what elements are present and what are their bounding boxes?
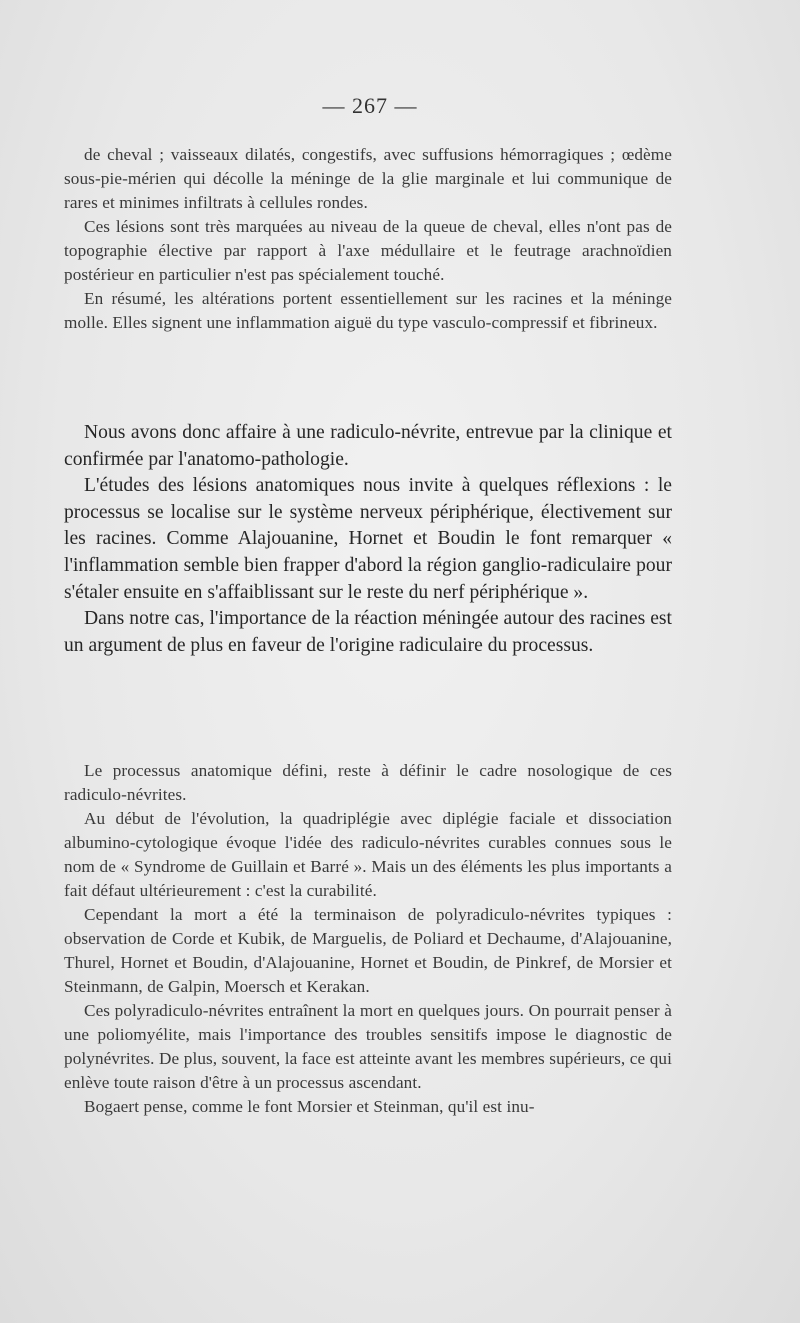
paragraph: L'études des lésions anatomiques nous invite à quelques réflexions : le processus se localise sur le système nerveux périphérique, électivement sur les racines. Comme Alajouanine, Hornet et Boudin le font remarquer « l'inflammation semble bien frapper d'abord la région ganglio-radiculaire pour s'étaler ensuite en s'affaiblissant sur le reste du nerf périphérique ». bbox=[64, 475, 672, 603]
paragraph: Dans notre cas, l'importance de la réaction méningée autour des racines est un argument de plus en faveur de l'origine radiculaire du processus. bbox=[64, 608, 672, 656]
page-number: — 267 — bbox=[322, 93, 418, 118]
paragraph: Ces lésions sont très marquées au niveau de la queue de cheval, elles n'ont pas de topographie élective par rapport à l'axe médullaire et le feutrage arachnoïdien postérieur en particulier n'est pas spécialement touché. bbox=[64, 217, 672, 284]
paragraph: Bogaert pense, comme le font Morsier et Steinman, qu'il est inu- bbox=[84, 1097, 535, 1116]
section-nosology bbox=[64, 759, 672, 1119]
paragraph: Nous avons donc affaire à une radiculo-névrite, entrevue par la clinique et confirmée par l'anatomo-pathologie. bbox=[64, 422, 672, 470]
paragraph: Cependant la mort a été la terminaison de polyradiculo-névrites typiques : observation de Corde et Kubik, de Marguelis, de Poliard et Dechaume, d'Alajouanine, Thurel, Hornet et Boudin, d'Alajouanine, Hornet et Boudin, de Pinkref, de Morsier et Steinmann, de Galpin, Moersch et Kerakan. bbox=[64, 905, 672, 996]
paragraph: Le processus anatomique défini, reste à définir le cadre nosologique de ces radiculo-névrites. bbox=[64, 761, 672, 804]
paragraph: Ces polyradiculo-névrites entraînent la mort en quelques jours. On pourrait penser à une poliomyélite, mais l'importance des troubles sensitifs impose le diagnostic de polynévrites. De plus, souvent, la face est atteinte avant les membres supérieurs, ce qui enlève toute raison d'être à un processus ascendant. bbox=[64, 1001, 672, 1092]
section-discussion bbox=[64, 420, 672, 659]
paragraph: En résumé, les altérations portent essentiellement sur les racines et la méninge molle. Elles signent une inflammation aiguë du type vasculo-compressif et fibrineux. bbox=[64, 289, 672, 332]
paragraph: de cheval ; vaisseaux dilatés, congestifs, avec suffusions hémorragiques ; œdème sous-pie-mérien qui décolle la méninge de la glie marginale et lui communique de rares et minimes infiltrats à cellules rondes. bbox=[64, 145, 672, 212]
paragraph: Au début de l'évolution, la quadriplégie avec diplégie faciale et dissociation albumino-cytologique évoque l'idée des radiculo-névrites curables connues sous le nom de « Syndrome de Guillain et Barré ». Mais un des éléments les plus importants a fait défaut ultérieurement : c'est la curabilité. bbox=[64, 809, 672, 900]
section-anatomy-findings bbox=[64, 143, 672, 335]
